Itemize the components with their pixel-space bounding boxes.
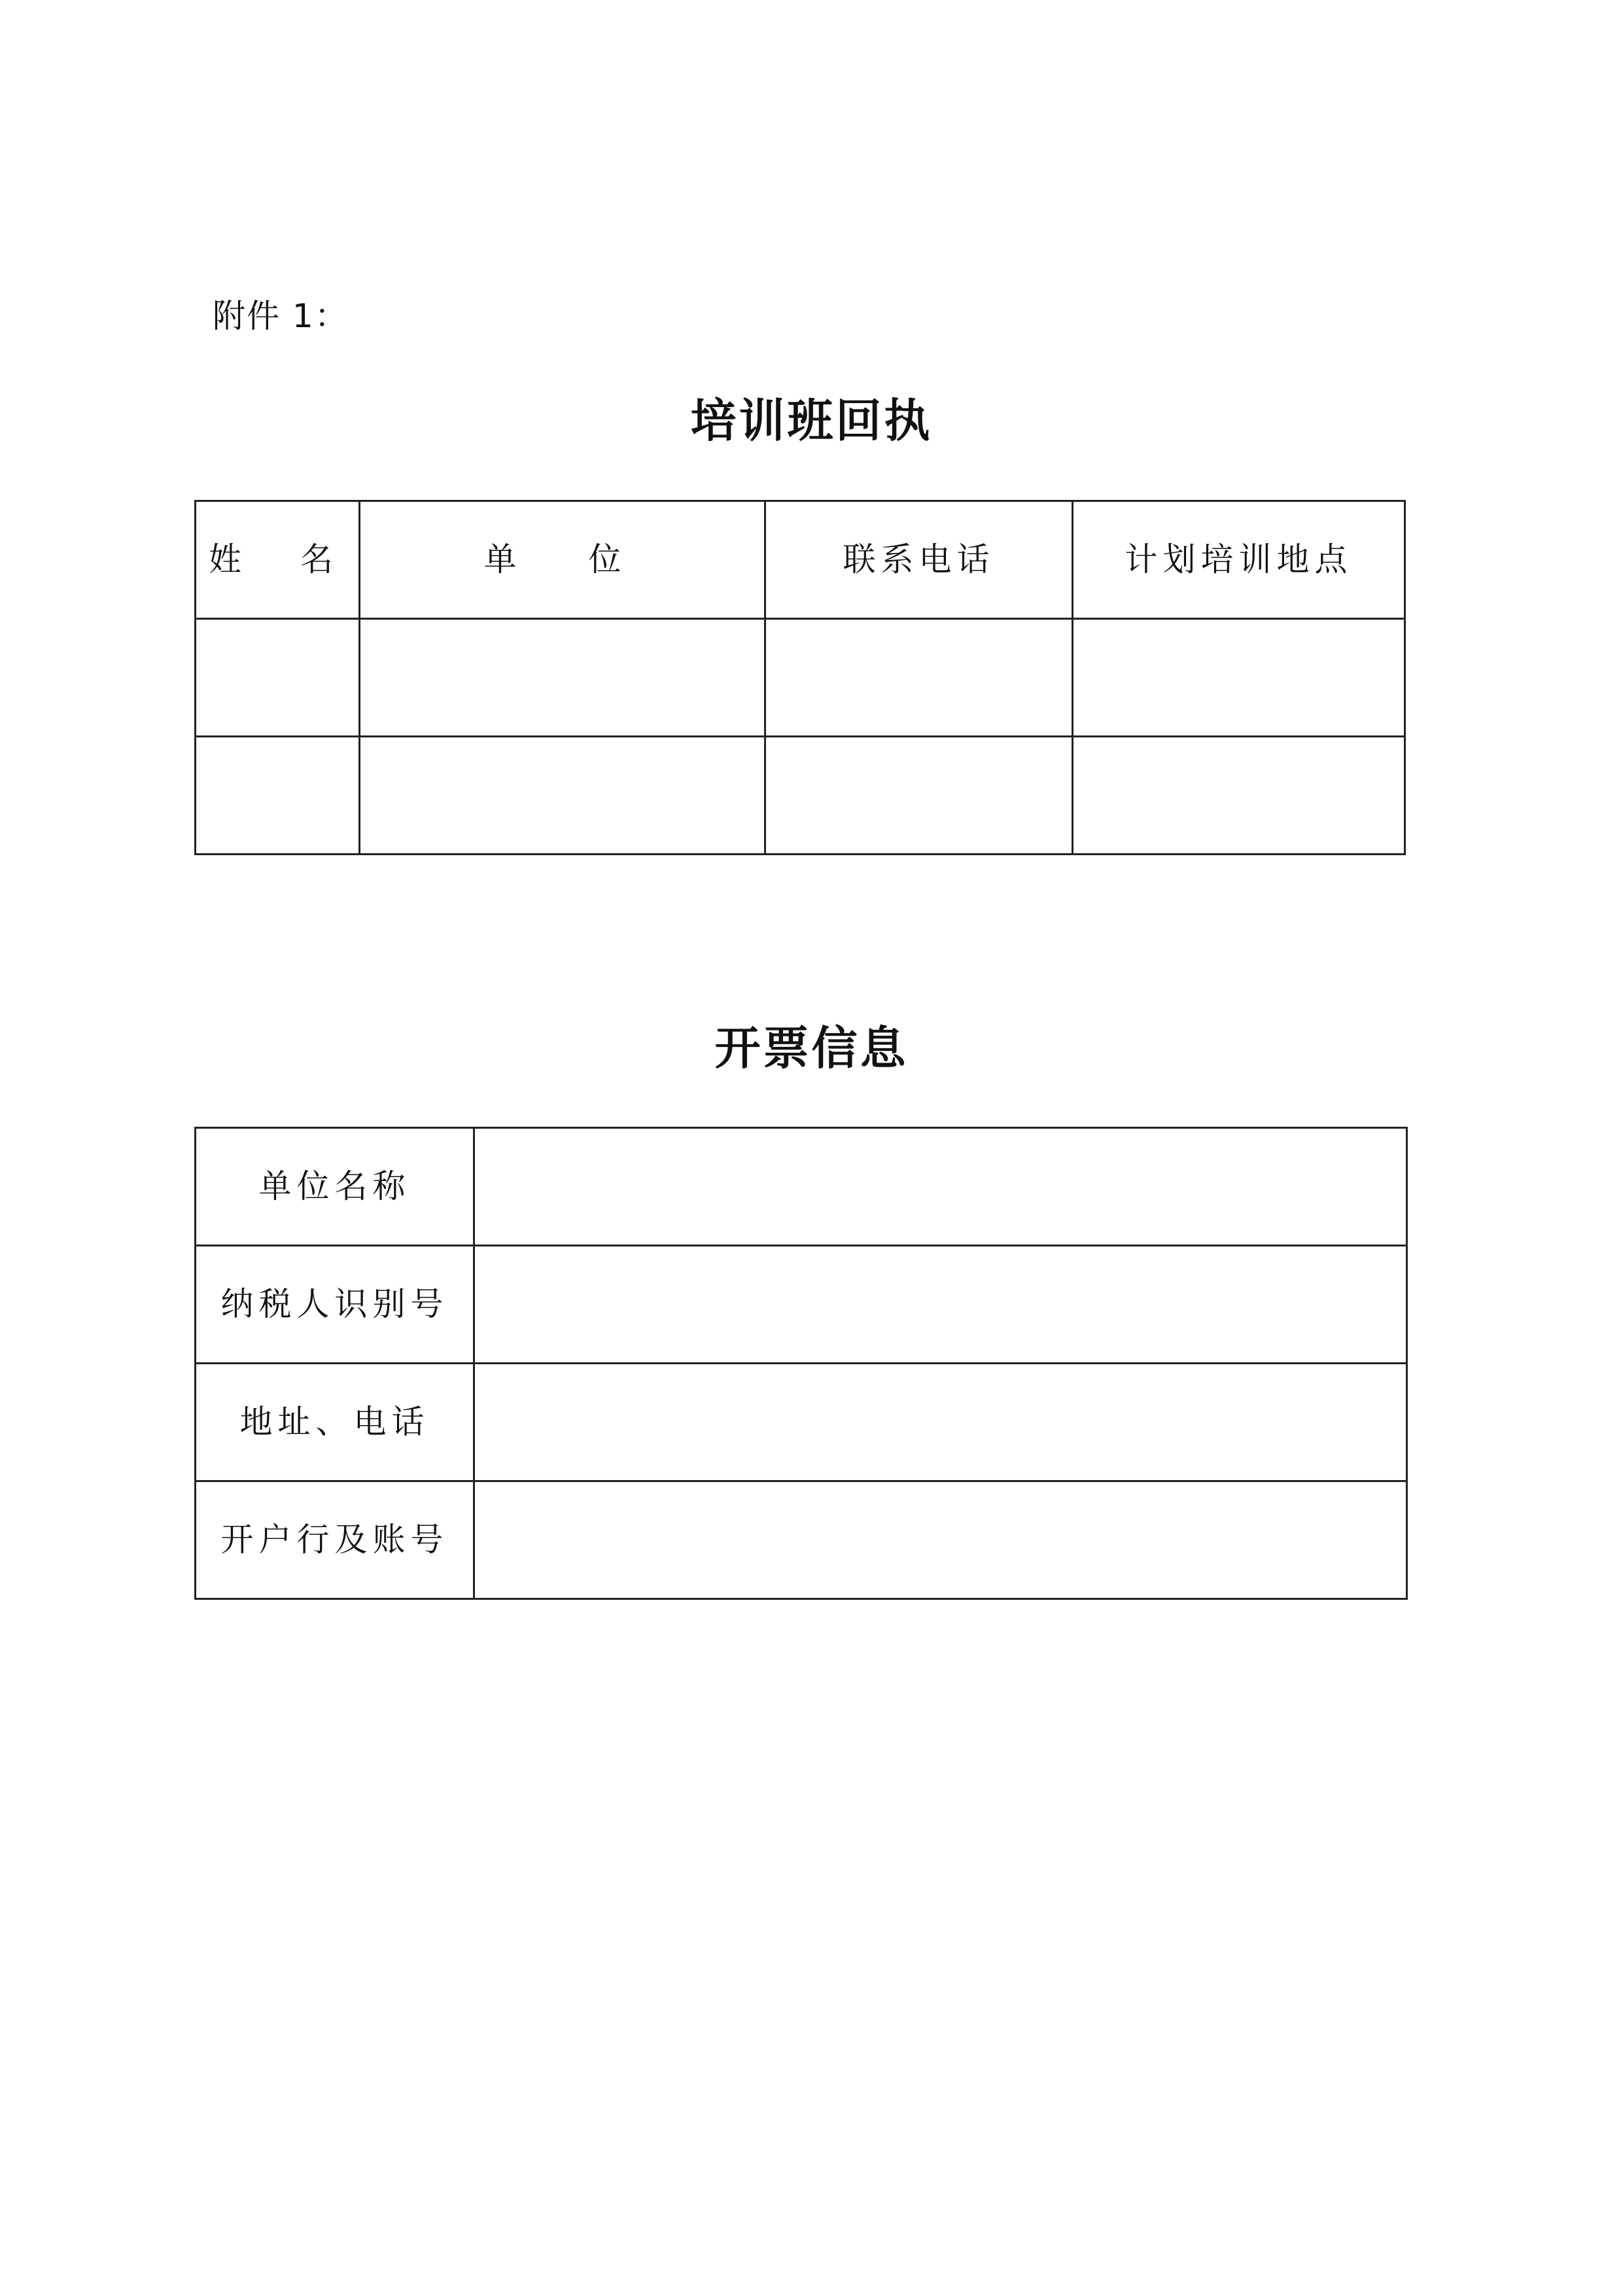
cell-location[interactable] (1073, 737, 1405, 855)
header-name: 姓 名 (196, 501, 360, 619)
cell-name[interactable] (196, 619, 360, 737)
invoice-row-bank (196, 1481, 1407, 1599)
invoice-title: 开票信息 (714, 1021, 909, 1075)
cell-phone[interactable] (765, 737, 1073, 855)
invoice-info-table (194, 1127, 1408, 1600)
table-row (196, 737, 1405, 855)
cell-unit[interactable] (360, 619, 765, 737)
header-unit: 单 位 (360, 501, 765, 619)
taxpayer-id-field[interactable] (474, 1246, 1407, 1364)
table-header-row (196, 501, 1405, 619)
cell-location[interactable] (1073, 619, 1405, 737)
training-receipt-table (194, 500, 1406, 855)
field-label: 单位名称 (196, 1128, 474, 1246)
field-label: 地址、电话 (196, 1364, 474, 1481)
field-label: 开户行及账号 (196, 1481, 474, 1599)
cell-phone[interactable] (765, 619, 1073, 737)
cell-name[interactable] (196, 737, 360, 855)
header-phone: 联系电话 (765, 501, 1073, 619)
address-phone-field[interactable] (474, 1364, 1407, 1481)
bank-account-field[interactable] (474, 1481, 1407, 1599)
receipt-title: 培训班回执 (690, 393, 933, 448)
invoice-row-address (196, 1364, 1407, 1481)
invoice-row-taxid (196, 1246, 1407, 1364)
cell-unit[interactable] (360, 737, 765, 855)
header-location: 计划培训地点 (1073, 501, 1405, 619)
table-row (196, 619, 1405, 737)
attachment-label: 附件 1： (213, 297, 349, 335)
company-name-field[interactable] (474, 1128, 1407, 1246)
invoice-row-company (196, 1128, 1407, 1246)
field-label: 纳税人识别号 (196, 1246, 474, 1364)
